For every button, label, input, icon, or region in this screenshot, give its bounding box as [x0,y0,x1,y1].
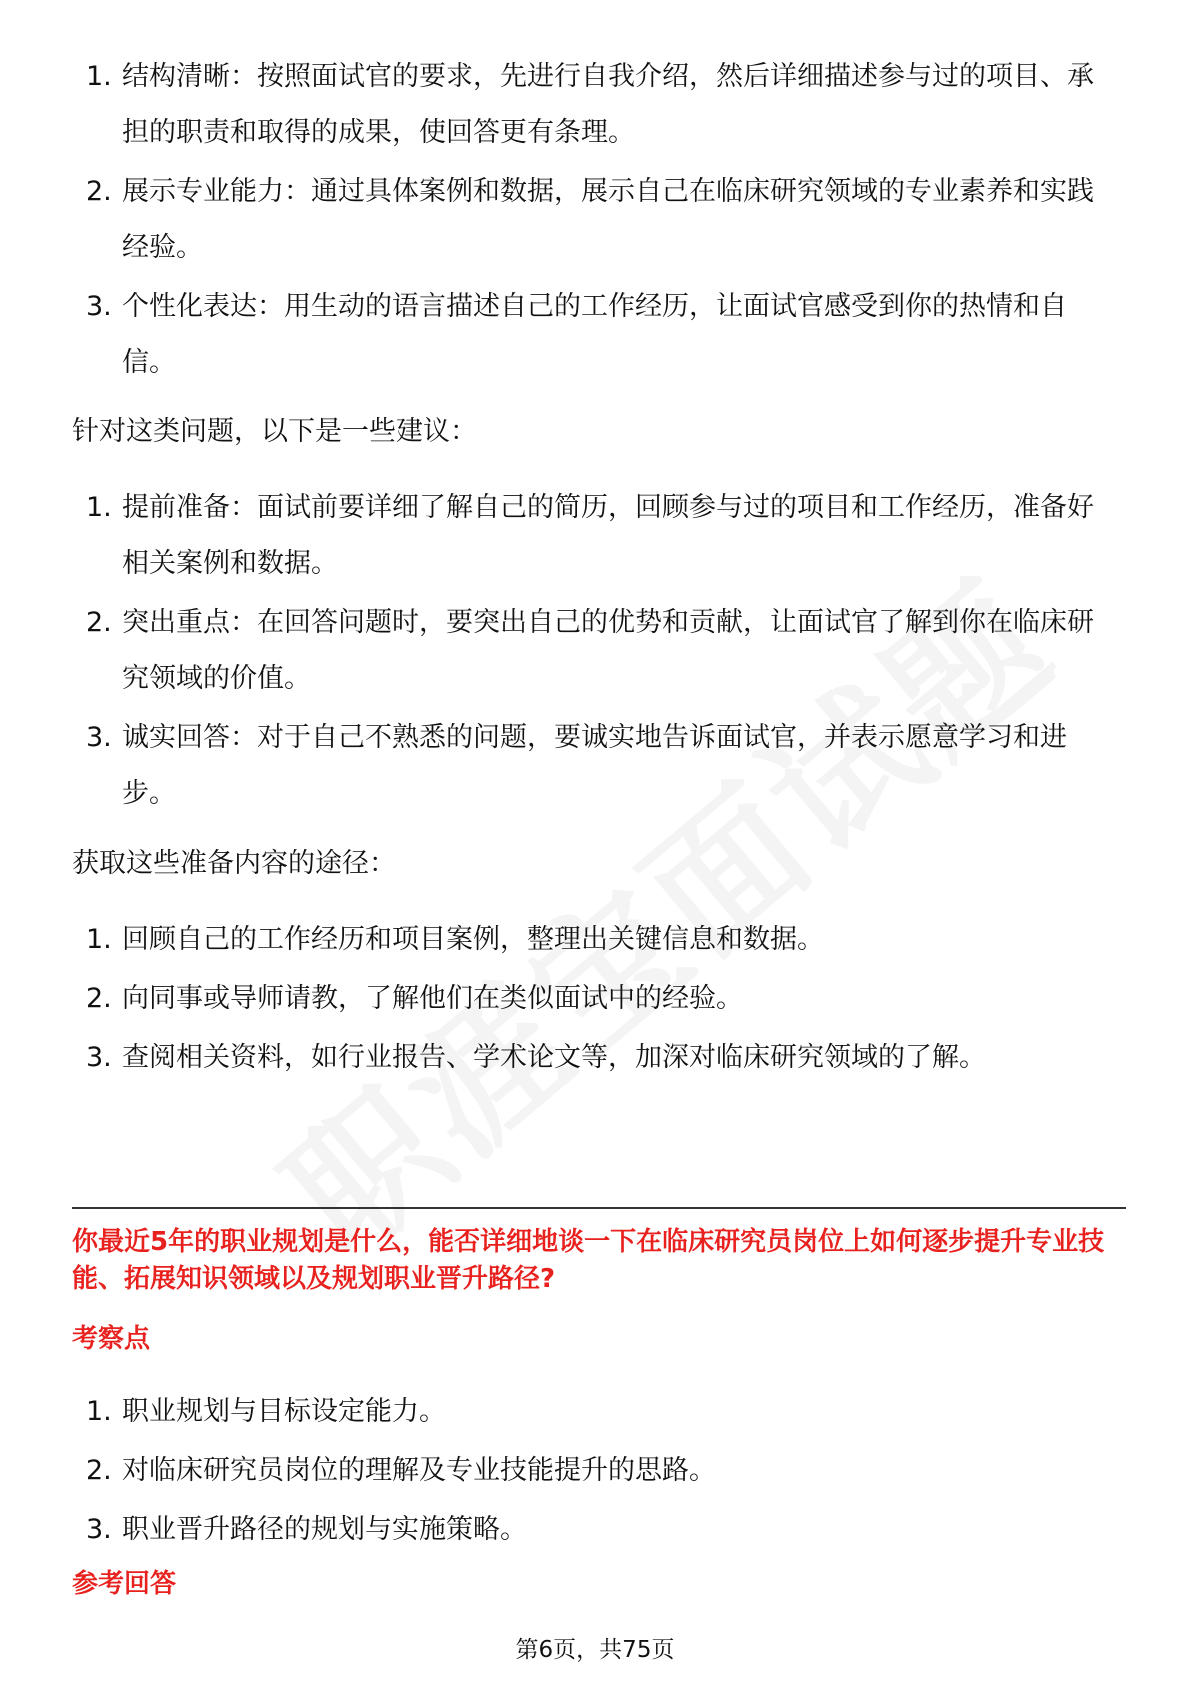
list-item [80,710,1120,822]
page-footer: 第6页，共75页 [515,1637,675,1663]
list-text: 回顾自己的工作经历和项目案例，整理出关键信息和数据。 [122,924,824,955]
list-text: 提前准备：面试前要详细了解自己的简历，回顾参与过的项目和工作经历，准备好相关案例和数据。 [122,492,1094,579]
list-number: 1. [86,1396,112,1427]
section-heading-answer: 参考回答 [72,1569,177,1599]
list-item [80,279,1120,391]
list-item [80,912,1120,968]
list-item [80,1443,1120,1499]
list-text: 职业晋升路径的规划与实施策略。 [122,1514,527,1545]
section-divider [72,1207,1126,1209]
list-item [80,480,1120,592]
list-text: 结构清晰：按照面试官的要求，先进行自我介绍，然后详细描述参与过的项目、承担的职责和取得的成果，使回答更有条理。 [122,61,1094,148]
sources-list [80,912,1120,1089]
section-heading-focus: 考察点 [72,1324,151,1354]
list-number: 2. [86,176,112,207]
paragraph-sources: 获取这些准备内容的途径： [72,848,396,879]
paragraph-suggestions: 针对这类问题，以下是一些建议： [72,416,477,447]
suggestions-list [80,480,1120,825]
list-item [80,1502,1120,1558]
list-text: 职业规划与目标设定能力。 [122,1396,446,1427]
list-text: 向同事或导师请教，了解他们在类似面试中的经验。 [122,983,743,1014]
list-text: 对临床研究员岗位的理解及专业技能提升的思路。 [122,1455,716,1486]
list-item [80,49,1120,161]
focus-points-list [80,1384,1120,1561]
interview-question: 你最近5年的职业规划是什么，能否详细地谈一下在临床研究员岗位上如何逐步提升专业技能、拓展知识领域以及规划职业晋升路径? [72,1227,1105,1294]
list-number: 1. [86,61,112,92]
list-number: 2. [86,983,112,1014]
list-number: 3. [86,722,112,753]
list-number: 1. [86,924,112,955]
list-text: 个性化表达：用生动的语言描述自己的工作经历，让面试官感受到你的热情和自信。 [122,291,1067,378]
list-item [80,1030,1120,1086]
list-text: 展示专业能力：通过具体案例和数据，展示自己在临床研究领域的专业素养和实践经验。 [122,176,1094,263]
list-text: 诚实回答：对于自己不熟悉的问题，要诚实地告诉面试官，并表示愿意学习和进步。 [122,722,1067,809]
list-item [80,971,1120,1027]
list-item [80,164,1120,276]
list-number: 2. [86,1455,112,1486]
list-item [80,1384,1120,1440]
list-number: 2. [86,607,112,638]
list-number: 1. [86,492,112,523]
list-item [80,595,1120,707]
list-number: 3. [86,291,112,322]
list-text: 突出重点：在回答问题时，要突出自己的优势和贡献，让面试官了解到你在临床研究领域的价值。 [122,607,1094,694]
list-number: 3. [86,1514,112,1545]
answer-tips-list [80,49,1120,394]
list-number: 3. [86,1042,112,1073]
list-text: 查阅相关资料，如行业报告、学术论文等，加深对临床研究领域的了解。 [122,1042,986,1073]
